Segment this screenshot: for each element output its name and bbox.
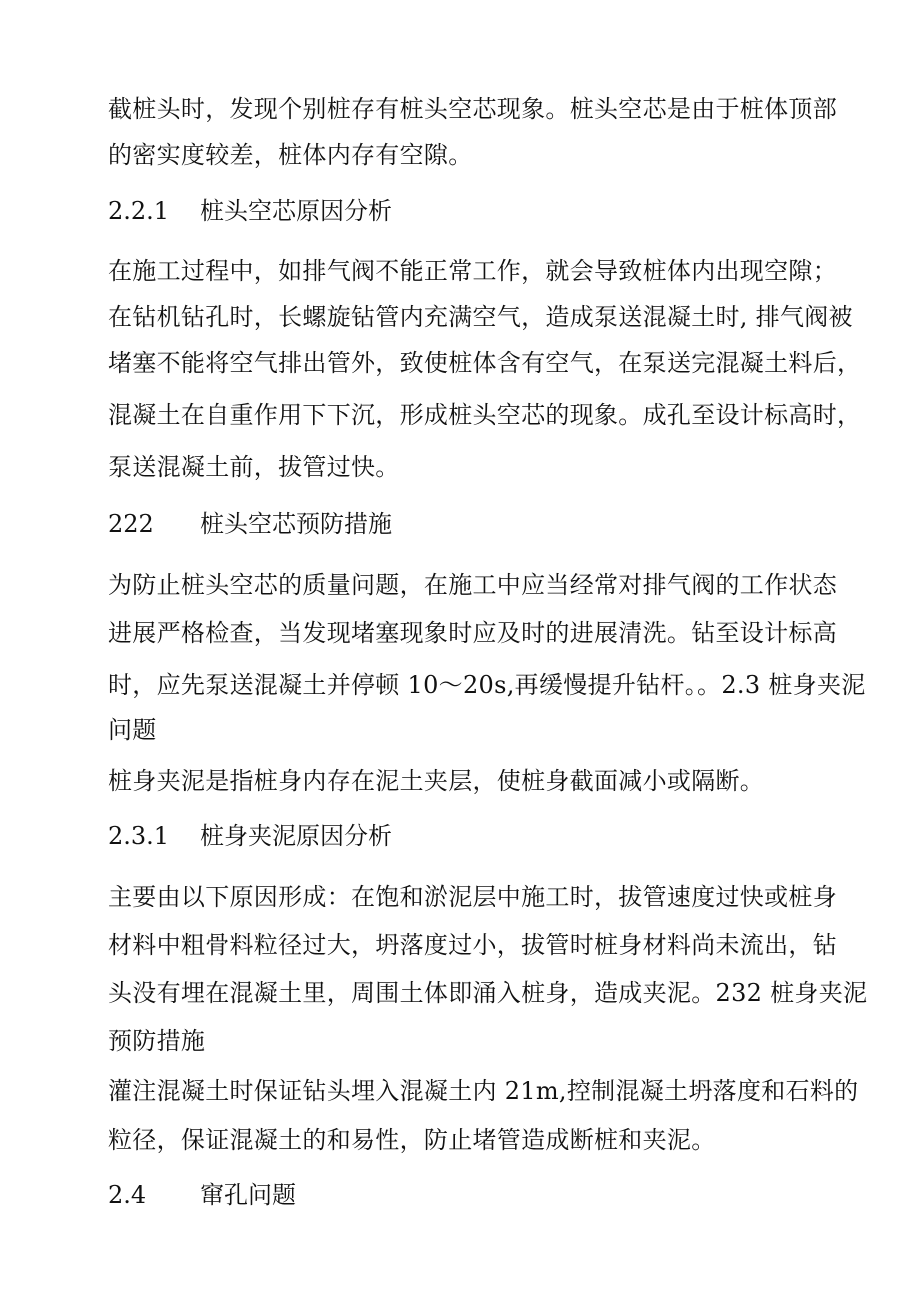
paragraph-line: 在施工过程中，如排气阀不能正常工作，就会导致桩体内出现空隙； (108, 257, 837, 285)
paragraph-line: 混凝土在自重作用下下沉，形成桩头空芯的现象。成孔至设计标高时， (108, 401, 862, 429)
section-heading-2-4 (108, 1178, 296, 1212)
paragraph-line: 时，应先泵送混凝土并停顿 10～20s,再缓慢提升钻杆。。2.3 桩身夹泥 (108, 671, 866, 699)
paragraph-line: 粒径，保证混凝土的和易性，防止堵管造成断桩和夹泥。 (108, 1126, 716, 1154)
section-heading-2-2-1 (108, 194, 392, 228)
paragraph-line: 为防止桩头空芯的质量问题，在施工中应当经常对排气阀的工作状态 (108, 571, 837, 599)
paragraph-line: 在钻机钻孔时，长螺旋钻管内充满空气，造成泵送混凝土时, 排气阀被 (108, 303, 853, 331)
paragraph-line: 主要由以下原因形成：在饱和淤泥层中施工时，拔管速度过快或桩身 (108, 883, 837, 911)
section-number: 2.4 (108, 1181, 147, 1209)
section-title: 窜孔问题 (200, 1181, 296, 1209)
section-title: 桩头空芯原因分析 (200, 197, 392, 225)
paragraph-line: 材料中粗骨料粒径过大，坍落度过小，拔管时桩身材料尚未流出，钻 (108, 931, 837, 959)
paragraph-line: 灌注混凝土时保证钻头埋入混凝土内 21m,控制混凝土坍落度和石料的 (108, 1077, 859, 1105)
section-number: 2.2.1 (108, 197, 170, 225)
paragraph-line: 桩身夹泥是指桩身内存在泥土夹层，使桩身截面减小或隔断。 (108, 767, 765, 795)
paragraph-line: 头没有埋在混凝土里，周围土体即涌入桩身，造成夹泥。232 桩身夹泥 (108, 979, 868, 1007)
section-title: 桩头空芯预防措施 (200, 510, 392, 538)
paragraph-line: 泵送混凝土前，拔管过快。 (108, 453, 400, 481)
section-heading-2-2-2 (108, 507, 392, 541)
section-heading-2-3-1 (108, 819, 392, 853)
paragraph-line: 的密实度较差，桩体内存有空隙。 (108, 141, 473, 169)
paragraph-line: 堵塞不能将空气排出管外，致使桩体含有空气，在泵送完混凝土料后， (108, 349, 862, 377)
paragraph-line: 进展严格检查，当发现堵塞现象时应及时的进展清洗。钻至设计标高 (108, 619, 837, 647)
section-title: 桩身夹泥原因分析 (200, 822, 392, 850)
paragraph-line: 问题 (108, 716, 157, 744)
paragraph-line: 截桩头时，发现个别桩存有桩头空芯现象。桩头空芯是由于桩体顶部 (108, 95, 837, 123)
section-number: 2.3.1 (108, 822, 170, 850)
section-number: 222 (108, 510, 154, 538)
paragraph-line: 预防措施 (108, 1027, 206, 1055)
